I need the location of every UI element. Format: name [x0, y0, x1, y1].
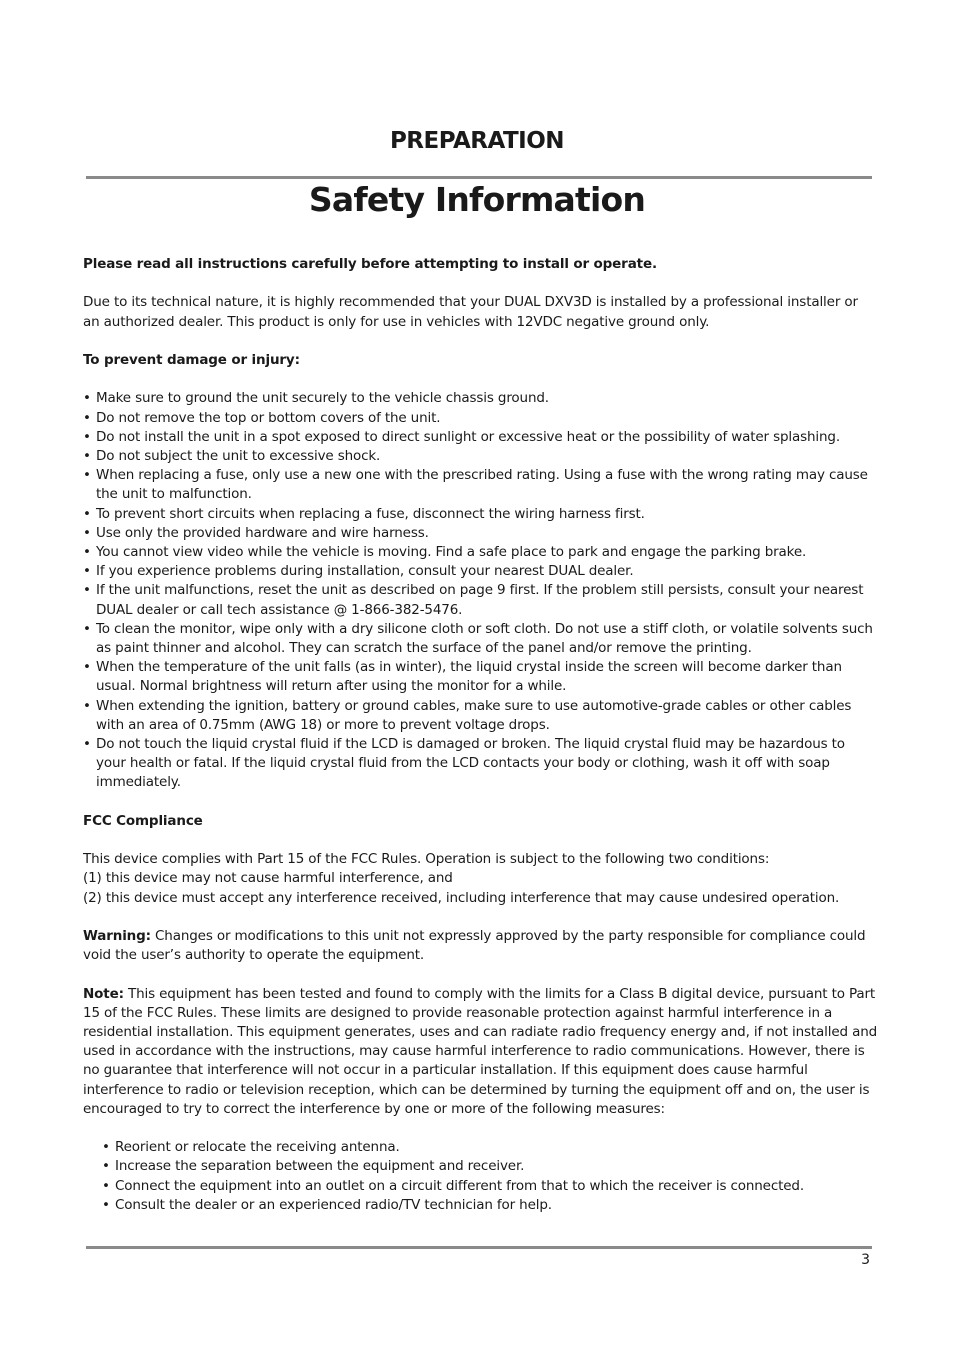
damage-heading: To prevent damage or injury: — [83, 351, 300, 368]
note-text: This equipment has been tested and found to comply with the limits for a Class B digital device, pursuant to Part 15 of the FCC Rules. These limits are designed to provide reasonable protection against harmful interference in a residential installation. This equipment generates, uses and can radiate radio frequency energy and, if not installed and used in accordance with the instructions, may cause harmful interference to radio communications. However, there is no guarantee that interference will not occur in a particular installation. If this equipment does cause harmful interference to radio or television reception, which can be determined by turning the equipment off and on, the user is encouraged to try to correct the interference by one or more of the following measures: — [83, 985, 878, 1117]
warning-label: Warning: — [83, 928, 151, 945]
damage-list — [83, 389, 878, 792]
list-item: • Connect the equipment into an outlet on a circuit different from that to which the receiver is connected. — [102, 1177, 878, 1196]
list-item: • When the temperature of the unit falls (as in winter), the liquid crystal inside the screen will become darker than usual. Normal brightness will return after using the monitor for a while. — [83, 658, 878, 696]
list-item: • When extending the ignition, battery or ground cables, make sure to use automotive-grade cables or other cables with an area of 0.75mm (AWG 18) or more to prevent voltage drops. — [83, 697, 878, 735]
note-paragraph — [83, 985, 878, 1119]
list-item: • When replacing a fuse, only use a new one with the prescribed rating. Using a fuse with the wrong rating may cause the unit to malfunction. — [83, 466, 878, 504]
list-item: • Reorient or relocate the receiving antenna. — [102, 1138, 878, 1157]
list-item: • To prevent short circuits when replacing a fuse, disconnect the wiring harness first. — [83, 505, 878, 524]
fcc-heading: FCC Compliance — [83, 812, 203, 829]
fcc-line: (2) this device must accept any interference received, including interference that may cause undesired operation. — [83, 889, 840, 906]
list-item: • Make sure to ground the unit securely to the vehicle chassis ground. — [83, 389, 878, 408]
intro-paragraph: Due to its technical nature, it is highly recommended that your DUAL DXV3D is installed by a professional installer or an authorized dealer. This product is only for use in vehicles with 12VDC negative ground only. — [83, 294, 858, 330]
list-item: • Do not install the unit in a spot exposed to direct sunlight or excessive heat or the possibility of water splashing. — [83, 428, 878, 447]
list-item: • To clean the monitor, wipe only with a dry silicone cloth or soft cloth. Do not use a stiff cloth, or volatile solvents such as paint thinner and alcohol. They can scratch the surface of the panel and/or remove the printing. — [83, 620, 878, 658]
list-item: • Use only the provided hardware and wire harness. — [83, 524, 878, 543]
page-number: 3 — [861, 1252, 870, 1268]
fcc-line: (1) this device may not cause harmful interference, and — [83, 870, 453, 887]
warning-paragraph — [83, 927, 878, 965]
top-divider — [86, 176, 872, 179]
list-item: • Do not touch the liquid crystal fluid if the LCD is damaged or broken. The liquid crystal fluid may be hazardous to your health or fatal. If the liquid crystal fluid from the LCD contacts your body or clothing, wash it off with soap immediately. — [83, 735, 878, 793]
section-title: PREPARATION — [389, 128, 565, 154]
page-content — [83, 255, 878, 1215]
intro-notice: Please read all instructions carefully before attempting to install or operate. — [83, 256, 657, 272]
list-item: • If you experience problems during installation, consult your nearest DUAL dealer. — [83, 562, 878, 581]
page-title: Safety Information — [308, 180, 646, 219]
list-item: • Do not subject the unit to excessive shock. — [83, 447, 878, 466]
note-label: Note: — [83, 985, 124, 1002]
measures-list — [102, 1138, 878, 1215]
list-item: • Increase the separation between the equipment and receiver. — [102, 1157, 878, 1176]
bottom-divider — [86, 1246, 872, 1249]
fcc-line: This device complies with Part 15 of the FCC Rules. Operation is subject to the following two conditions: — [83, 851, 770, 868]
warning-text: Changes or modifications to this unit not expressly approved by the party responsible for compliance could void the user’s authority to operate the equipment. — [83, 928, 866, 964]
list-item: • Consult the dealer or an experienced radio/TV technician for help. — [102, 1196, 878, 1215]
list-item: • If the unit malfunctions, reset the unit as described on page 9 first. If the problem still persists, consult your nearest DUAL dealer or call tech assistance @ 1-866-382-5476. — [83, 581, 878, 619]
list-item: • You cannot view video while the vehicle is moving. Find a safe place to park and engage the parking brake. — [83, 543, 878, 562]
list-item: • Do not remove the top or bottom covers of the unit. — [83, 409, 878, 428]
